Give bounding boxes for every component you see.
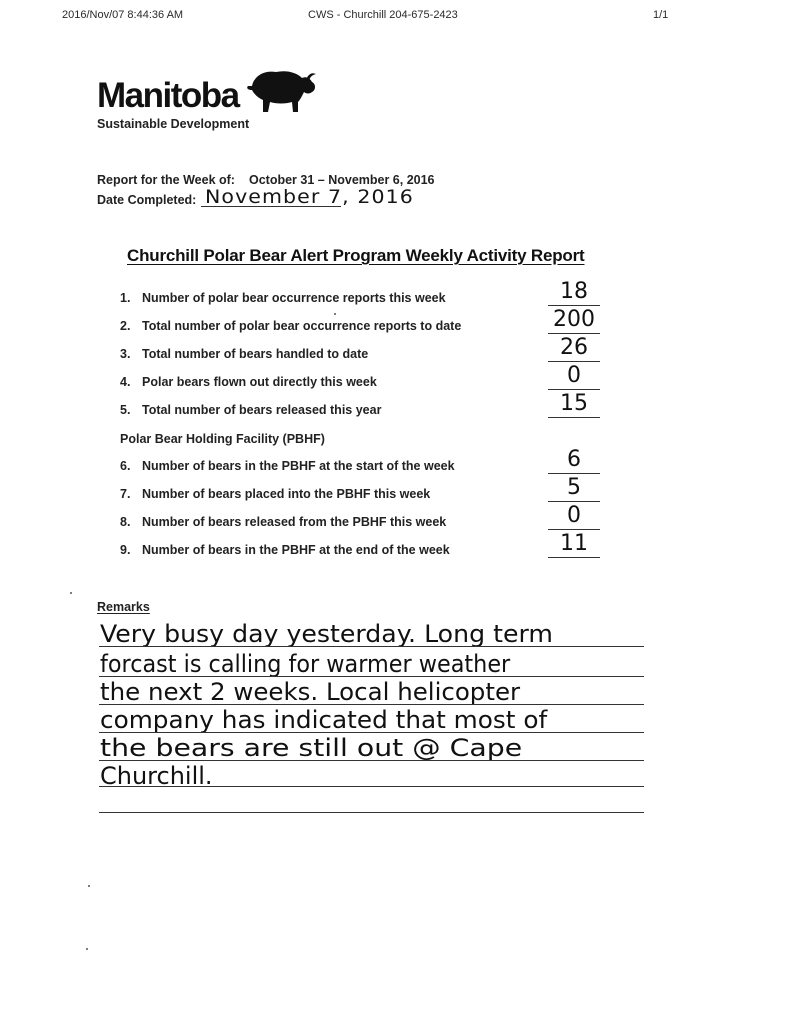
list-item: [120, 515, 446, 529]
list-item: [120, 487, 430, 501]
pbhf-heading: Polar Bear Holding Facility (PBHF): [120, 432, 325, 446]
remarks-rule: [99, 704, 644, 705]
remarks-rule: [99, 676, 644, 677]
item-number: 1.: [120, 291, 131, 305]
answer-line: [548, 417, 600, 418]
item-value: 15: [560, 391, 588, 416]
item-value: 200: [553, 307, 595, 332]
item-number: 5.: [120, 403, 131, 417]
item-label: Number of polar bear occurrence reports this week: [142, 291, 446, 305]
week-value: October 31 – November 6, 2016: [249, 173, 435, 187]
item-label: Number of bears in the PBHF at the start of the week: [142, 459, 455, 473]
logo-wordmark: Manitoba: [97, 76, 239, 115]
remarks-line: forcast is calling for warmer weather: [100, 650, 511, 678]
remarks-line: company has indicated that most of: [100, 706, 548, 734]
item-number: 8.: [120, 515, 131, 529]
list-item: [120, 543, 450, 557]
item-value: 0: [567, 503, 581, 528]
item-value: 5: [567, 475, 581, 500]
fax-sender: CWS - Churchill 204-675-2423: [308, 9, 458, 21]
item-value: 6: [567, 447, 581, 472]
item-number: 7.: [120, 487, 131, 501]
remarks-rule: [99, 732, 644, 733]
item-number: 9.: [120, 543, 131, 557]
answer-line: [548, 333, 600, 334]
week-label: Report for the Week of:: [97, 173, 235, 187]
item-number: 3.: [120, 347, 131, 361]
answer-line: [548, 529, 600, 530]
scan-speck: [88, 885, 90, 887]
item-label: Number of bears placed into the PBHF this week: [142, 487, 431, 501]
list-item: [120, 347, 368, 361]
item-value: 11: [560, 531, 588, 556]
item-label: Total number of polar bear occurrence reports to date: [142, 319, 462, 333]
answer-line: [548, 557, 600, 558]
remarks-rule: [99, 812, 644, 813]
fax-page-number: 1/1: [653, 9, 669, 21]
item-label: Polar bears flown out directly this week: [142, 375, 377, 389]
remarks-rule: [99, 786, 644, 787]
remarks-line: the bears are still out @ Cape: [100, 734, 523, 762]
remarks-rule: [99, 646, 644, 647]
remarks-line: Very busy day yesterday. Long term: [100, 620, 553, 648]
remarks-line: the next 2 weeks. Local helicopter: [100, 678, 521, 706]
answer-line: [548, 501, 600, 502]
fax-datetime: 2016/Nov/07 8:44:36 AM: [62, 9, 184, 21]
item-number: 2.: [120, 319, 131, 333]
item-number: 4.: [120, 375, 131, 389]
answer-line: [548, 473, 600, 474]
answer-line: [548, 305, 600, 306]
item-label: Number of bears released from the PBHF this week: [142, 515, 447, 529]
date-completed-value: November 7, 2016: [205, 186, 414, 208]
date-completed-label: Date Completed:: [97, 193, 197, 207]
scan-speck: [334, 313, 336, 315]
answer-line: [548, 361, 600, 362]
item-value: 0: [567, 363, 581, 388]
list-item: [120, 319, 461, 333]
scan-speck: [70, 592, 72, 594]
item-value: 18: [560, 279, 588, 304]
list-item: [120, 291, 446, 305]
report-title: Churchill Polar Bear Alert Program Weekly Activity Report: [127, 246, 585, 265]
remarks-line: Churchill.: [100, 762, 213, 790]
list-item: [120, 375, 377, 389]
logo-subtitle: Sustainable Development: [97, 117, 250, 131]
remarks-rule: [99, 760, 644, 761]
item-label: Total number of bears released this year: [142, 403, 382, 417]
item-value: 26: [560, 335, 588, 360]
item-label: Total number of bears handled to date: [142, 347, 369, 361]
answer-line: [548, 389, 600, 390]
remarks-label: Remarks: [97, 600, 150, 614]
list-item: [120, 459, 455, 473]
scan-speck: [86, 948, 88, 950]
item-label: Number of bears in the PBHF at the end of the week: [142, 543, 450, 557]
bison-icon: [246, 64, 318, 116]
item-number: 6.: [120, 459, 131, 473]
list-item: [120, 403, 381, 417]
